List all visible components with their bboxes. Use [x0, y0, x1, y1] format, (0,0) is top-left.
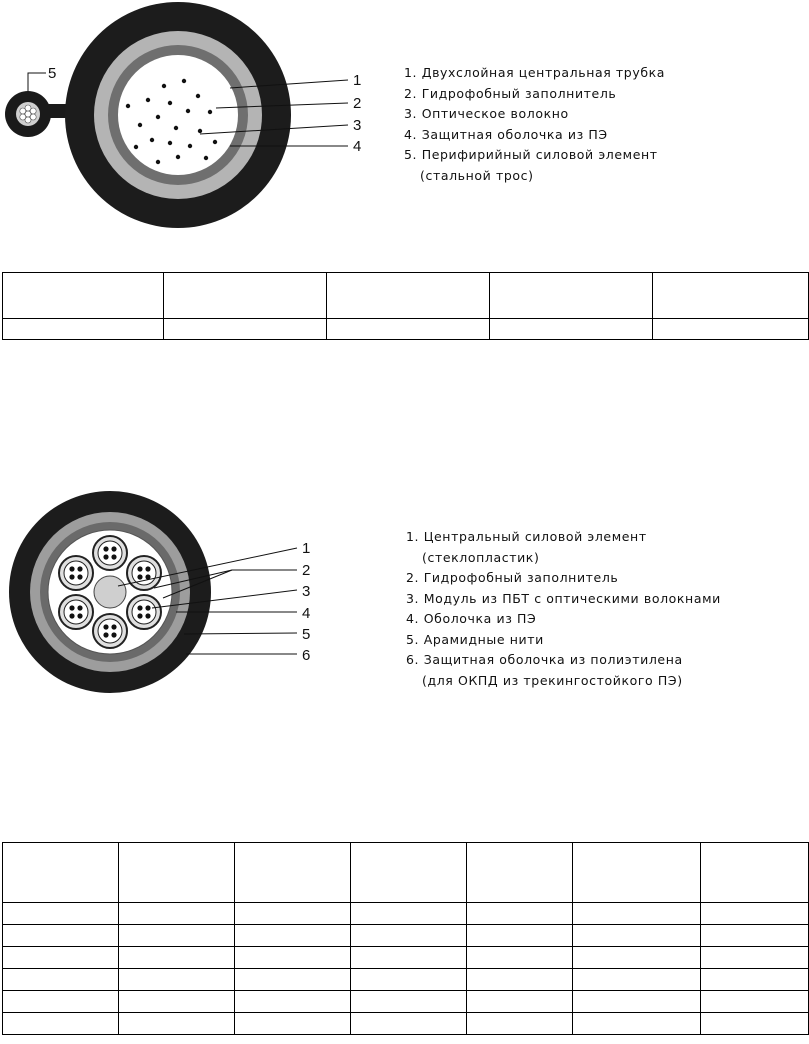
table-cell — [119, 843, 235, 903]
table-cell — [3, 969, 119, 991]
legend-item: 4. Защитная оболочка из ПЭ — [404, 126, 608, 142]
legend-item: 5. Арамидные нити — [406, 631, 544, 647]
table-cell — [119, 947, 235, 969]
table-cell — [351, 925, 467, 947]
table-row — [3, 1013, 809, 1035]
callout-5: 5 — [48, 65, 57, 82]
table-cell — [351, 991, 467, 1013]
table-cell — [701, 843, 809, 903]
table-cell — [119, 925, 235, 947]
callout-1: 1 — [302, 540, 311, 557]
table-cell — [235, 843, 351, 903]
table-cell — [3, 319, 164, 340]
callout-3: 3 — [302, 583, 311, 600]
legend-item: 3. Модуль из ПБТ с оптическими волокнами — [406, 590, 721, 606]
callout-2: 2 — [302, 562, 311, 579]
table-cell — [573, 991, 701, 1013]
legend-item-continuation: (стеклопластик) — [422, 549, 540, 565]
table-2 — [2, 842, 809, 1035]
table-cell — [490, 273, 653, 319]
table-cell — [573, 843, 701, 903]
table-cell — [327, 273, 490, 319]
legend-item: 3. Оптическое волокно — [404, 106, 569, 121]
table-cell — [701, 903, 809, 925]
table-row — [3, 947, 809, 969]
table-cell — [573, 925, 701, 947]
table-cell — [701, 925, 809, 947]
table-cell — [3, 925, 119, 947]
table-cell — [467, 925, 573, 947]
table-row — [3, 925, 809, 947]
table-row — [3, 319, 809, 340]
table-cell — [3, 903, 119, 925]
table-cell — [701, 969, 809, 991]
table-cell — [573, 969, 701, 991]
legend-item: 2. Гидрофобный заполнитель — [406, 570, 619, 585]
legend-item: 2. Гидрофобный заполнитель — [404, 85, 617, 101]
callout-4: 4 — [302, 605, 311, 622]
cable-figure-1 — [0, 0, 809, 240]
cable-cross-section-2 — [0, 490, 400, 720]
table-cell — [467, 991, 573, 1013]
table-cell — [573, 903, 701, 925]
callout-1: 1 — [353, 72, 362, 89]
legend-item: 1. Центральный силовой элемент — [406, 529, 647, 544]
legend-item: 6. Защитная оболочка из полиэтилена — [406, 652, 683, 667]
table-cell — [467, 843, 573, 903]
table-cell — [467, 903, 573, 925]
legend-item-continuation: (стальной трос) — [420, 167, 534, 183]
table-1 — [2, 272, 809, 340]
table-cell — [701, 947, 809, 969]
table-cell — [467, 969, 573, 991]
table-cell — [351, 1013, 467, 1035]
table-cell — [653, 319, 809, 340]
callout-4: 4 — [353, 138, 362, 155]
table-cell — [701, 1013, 809, 1035]
table-cell — [351, 947, 467, 969]
table-cell — [235, 925, 351, 947]
legend-item: 4. Оболочка из ПЭ — [406, 611, 537, 626]
table-cell — [119, 1013, 235, 1035]
legend-2 — [406, 527, 721, 691]
table-cell — [235, 903, 351, 925]
legend-1 — [404, 63, 665, 186]
table-cell — [467, 1013, 573, 1035]
cable-cross-section-1 — [0, 0, 400, 240]
table-cell — [351, 969, 467, 991]
table-cell — [164, 273, 327, 319]
table-row — [3, 969, 809, 991]
callout-5: 5 — [302, 626, 311, 643]
table-row — [3, 273, 809, 319]
table-row — [3, 991, 809, 1013]
callout-6: 6 — [302, 647, 311, 664]
table-cell — [3, 843, 119, 903]
table-cell — [3, 991, 119, 1013]
table-cell — [235, 1013, 351, 1035]
table-cell — [3, 1013, 119, 1035]
table-cell — [119, 991, 235, 1013]
table-row — [3, 903, 809, 925]
central-strength-member — [94, 576, 126, 608]
table-cell — [701, 991, 809, 1013]
table-cell — [119, 903, 235, 925]
table-cell — [573, 947, 701, 969]
table-cell — [467, 947, 573, 969]
table-cell — [573, 1013, 701, 1035]
table-cell — [164, 319, 327, 340]
cable-figure-2 — [0, 490, 809, 730]
legend-item: 5. Перифирийный силовой элемент — [404, 147, 658, 162]
table-cell — [351, 903, 467, 925]
table-cell — [351, 843, 467, 903]
legend-item-continuation: (для ОКПД из трекингостойкого ПЭ) — [422, 672, 683, 688]
table-cell — [235, 947, 351, 969]
table-cell — [235, 969, 351, 991]
table-cell — [119, 969, 235, 991]
table-cell — [653, 273, 809, 319]
table-cell — [3, 947, 119, 969]
callout-3: 3 — [353, 117, 362, 134]
table-cell — [3, 273, 164, 319]
legend-item: 1. Двухслойная центральная трубка — [404, 65, 666, 80]
table-cell — [327, 319, 490, 340]
table-cell — [235, 991, 351, 1013]
table-cell — [490, 319, 653, 340]
callout-2: 2 — [353, 95, 362, 112]
table-row — [3, 843, 809, 903]
